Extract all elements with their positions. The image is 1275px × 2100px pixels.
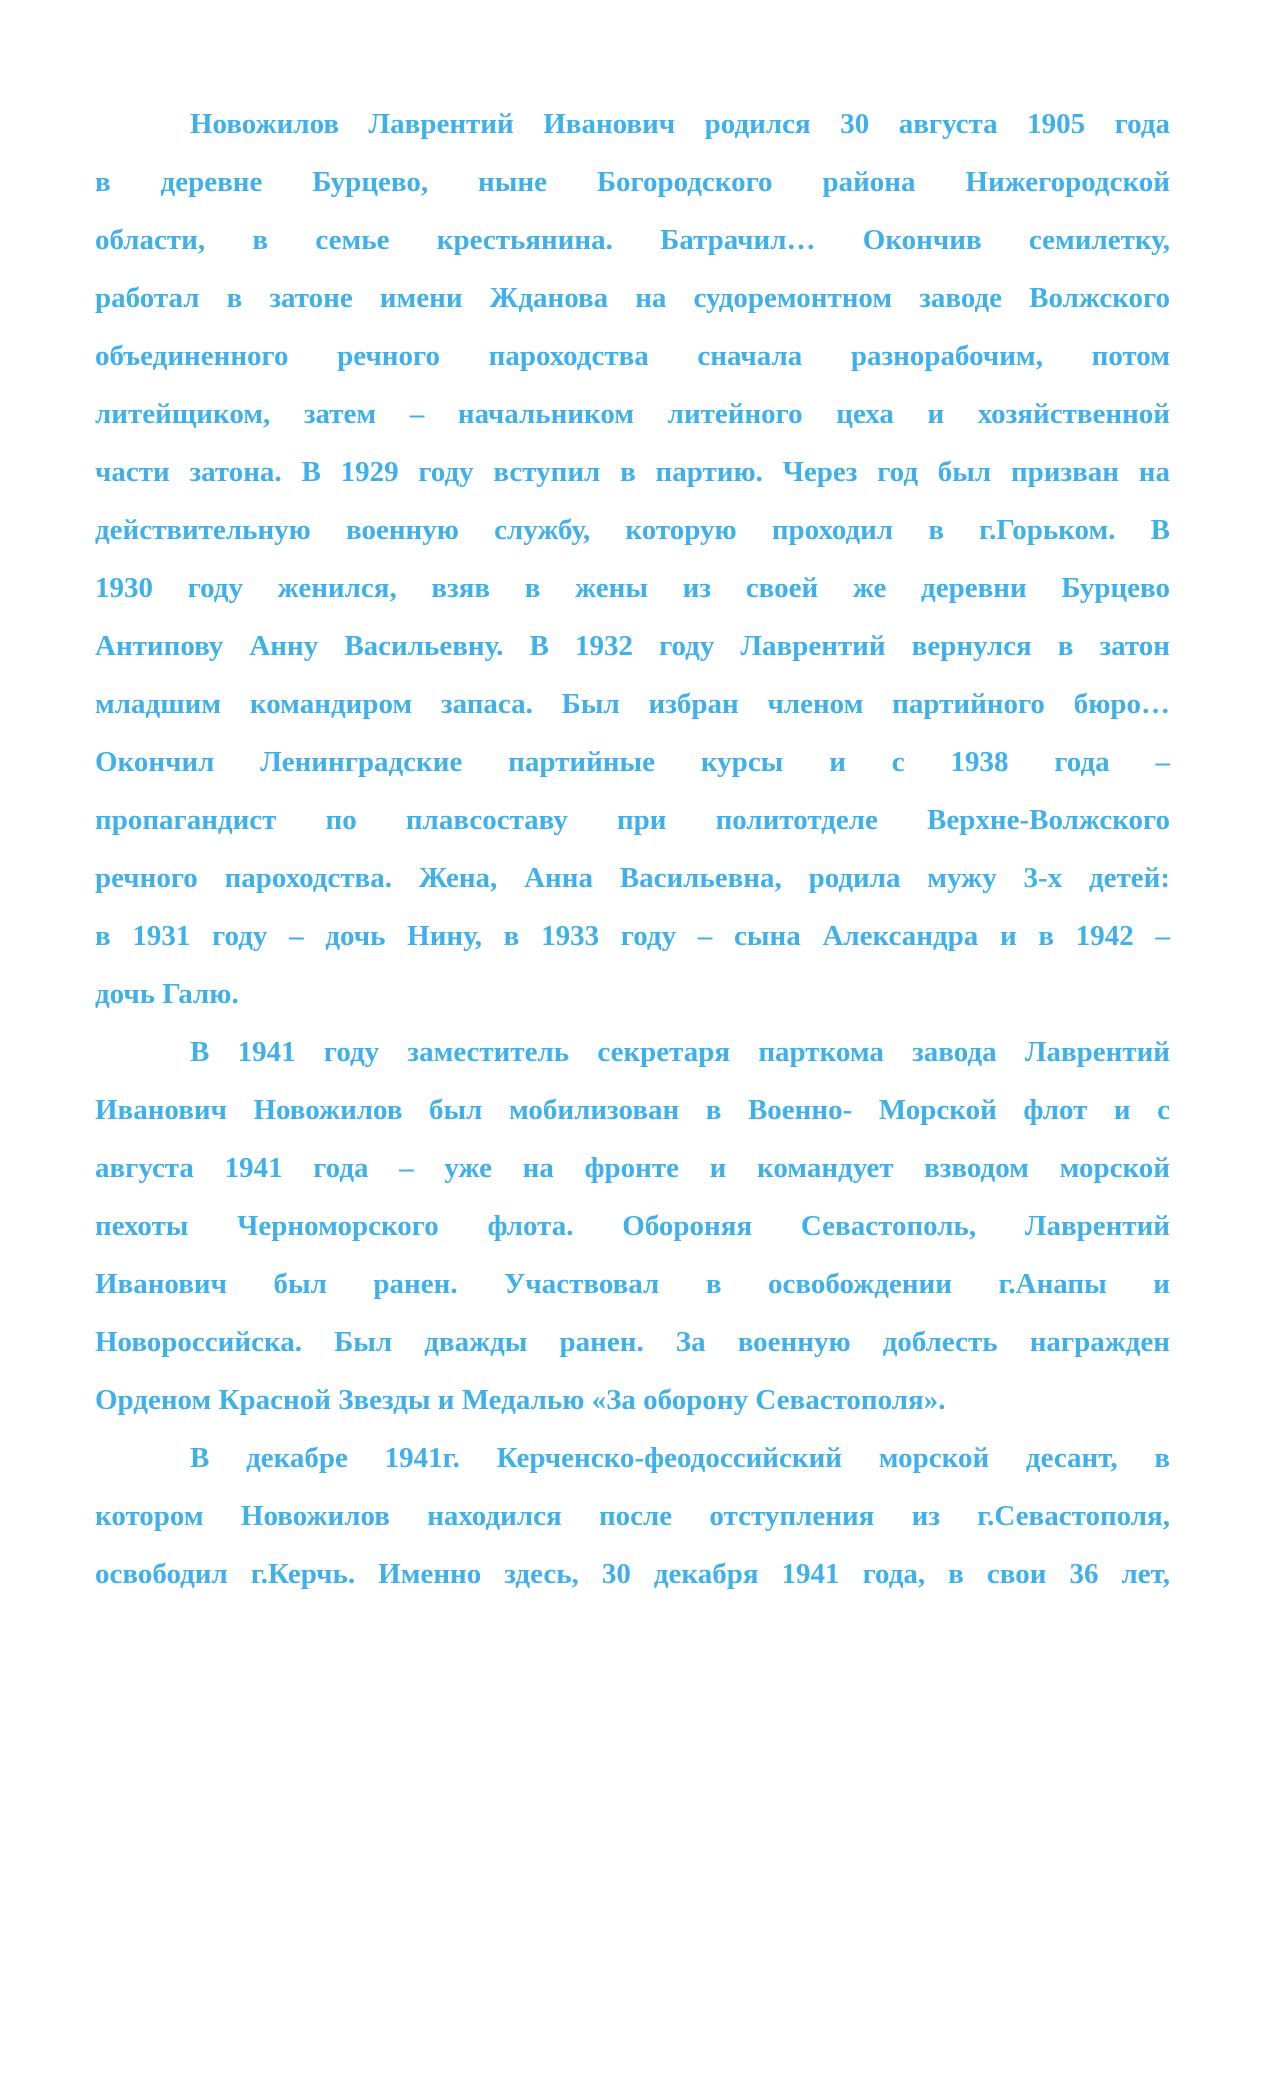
- text-line: младшим командиром запаса. Был избран членом партийного бюро…: [95, 688, 1170, 720]
- text-line: литейщиком, затем – начальником литейного цеха и хозяйственной: [95, 398, 1170, 430]
- text-line: речного пароходства. Жена, Анна Васильевна, родила мужу 3-х детей:: [95, 862, 1170, 894]
- text-line: котором Новожилов находился после отступления из г.Севастополя,: [95, 1500, 1170, 1532]
- paragraph-1: [95, 95, 1170, 1023]
- text-line: действительную военную службу, которую проходил в г.Горьком. В: [95, 514, 1170, 546]
- text-line: в 1931 году – дочь Нину, в 1933 году – сына Александра и в 1942 –: [95, 920, 1170, 952]
- paragraph-3: [95, 1429, 1170, 1603]
- text-line: В декабре 1941г. Керченско-феодоссийский морской десант, в: [190, 1442, 1170, 1474]
- text-line: Иванович был ранен. Участвовал в освобождении г.Анапы и: [95, 1268, 1170, 1300]
- text-line: области, в семье крестьянина. Батрачил… Окончив семилетку,: [95, 224, 1170, 256]
- text-line: Иванович Новожилов был мобилизован в Военно- Морской флот и с: [95, 1094, 1170, 1126]
- paragraph-2: [95, 1023, 1170, 1429]
- text-line: пропагандист по плавсоставу при политотделе Верхне-Волжского: [95, 804, 1170, 836]
- text-line: Антипову Анну Васильевну. В 1932 году Лаврентий вернулся в затон: [95, 630, 1170, 662]
- text-line: освободил г.Керчь. Именно здесь, 30 декабря 1941 года, в свои 36 лет,: [95, 1558, 1170, 1590]
- text-line: пехоты Черноморского флота. Обороняя Севастополь, Лаврентий: [95, 1210, 1170, 1242]
- text-line: 1930 году женился, взяв в жены из своей же деревни Бурцево: [95, 572, 1170, 604]
- text-line: августа 1941 года – уже на фронте и командует взводом морской: [95, 1152, 1170, 1184]
- text-line: Окончил Ленинградские партийные курсы и с 1938 года –: [95, 746, 1170, 778]
- text-line: дочь Галю.: [95, 978, 239, 1010]
- text-line: части затона. В 1929 году вступил в партию. Через год был призван на: [95, 456, 1170, 488]
- document-body: [95, 95, 1170, 1603]
- text-line: Новороссийска. Был дважды ранен. За военную доблесть награжден: [95, 1326, 1170, 1358]
- text-line: Орденом Красной Звезды и Медалью «За оборону Севастополя».: [95, 1384, 946, 1416]
- text-line: В 1941 году заместитель секретаря парткома завода Лаврентий: [190, 1036, 1170, 1068]
- text-line: в деревне Бурцево, ныне Богородского района Нижегородской: [95, 166, 1170, 198]
- text-line: работал в затоне имени Жданова на судоремонтном заводе Волжского: [95, 282, 1170, 314]
- text-line: объединенного речного пароходства сначала разнорабочим, потом: [95, 340, 1170, 372]
- text-line: Новожилов Лаврентий Иванович родился 30 августа 1905 года: [190, 108, 1170, 140]
